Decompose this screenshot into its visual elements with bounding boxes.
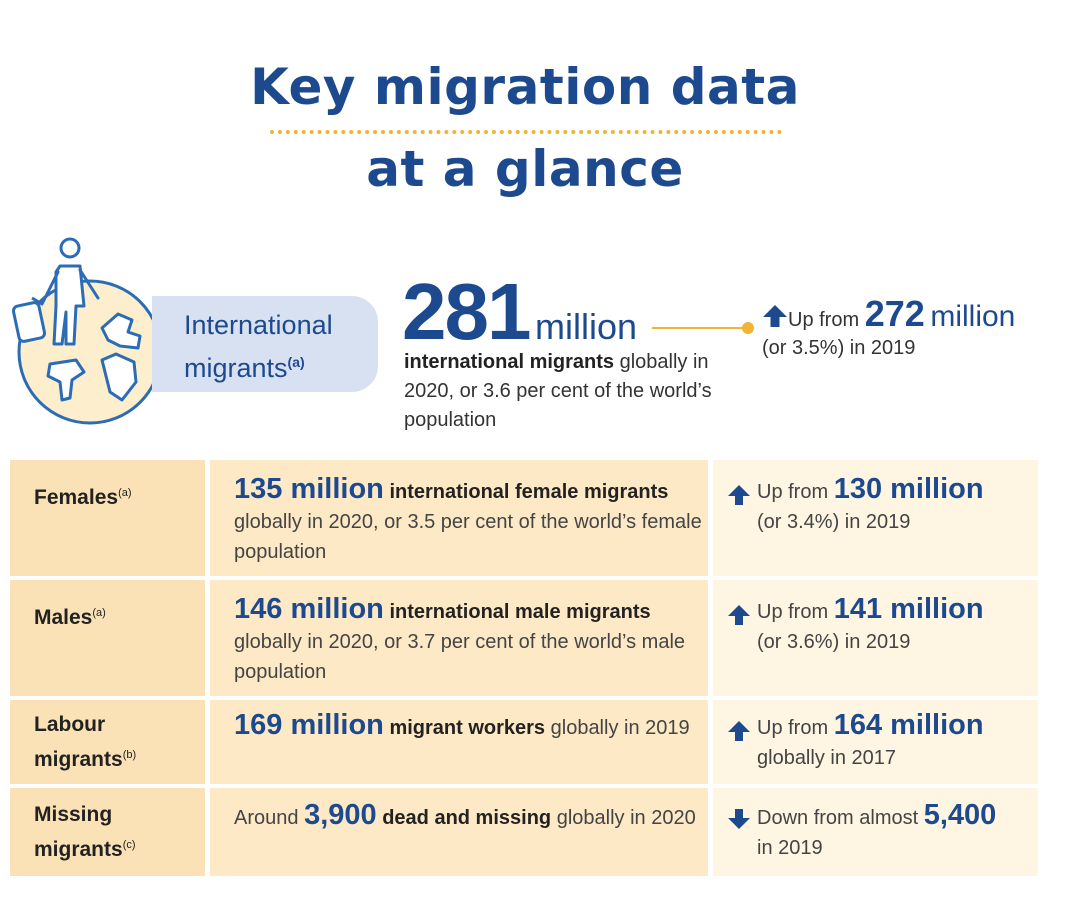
arrow-up-icon <box>727 604 751 626</box>
international-label: International migrants$^{(a)}$ <box>184 310 333 383</box>
row-description: 135 million international female migrants globally in 2020, or 3.5 per cent of the world’s female population <box>234 473 702 563</box>
title-divider <box>270 130 782 134</box>
row-label: Females$^{(a)}$ <box>34 486 132 509</box>
row-description: 146 million international male migrants globally in 2020, or 3.7 per cent of the world’s male population <box>234 593 686 683</box>
table-row-males <box>10 580 1038 696</box>
row-label: Missing migrants$^{(c)}$ <box>34 803 136 861</box>
row-description: 169 million migrant workers globally in 2019 <box>234 709 690 741</box>
international-description: international migrants globally in 2020, or 3.6 per cent of the world’s population <box>404 351 712 431</box>
row-label-cell <box>10 580 205 696</box>
row-change-cell <box>713 580 1038 696</box>
row-label: Males$^{(a)}$ <box>34 606 106 629</box>
row-description-cell <box>210 580 708 696</box>
arrow-up-icon <box>727 720 751 742</box>
row-label-cell <box>10 460 205 576</box>
row-label-cell <box>10 788 205 876</box>
row-description-cell <box>210 788 708 876</box>
table-row-females <box>10 460 1038 576</box>
row-description-cell <box>210 700 708 784</box>
row-change-cell <box>713 460 1038 576</box>
row-label-cell <box>10 700 205 784</box>
row-description: Around 3,900 dead and missing globally in 2020 <box>234 799 696 831</box>
row-change: Up from 164 million globally in 2017 <box>757 709 984 769</box>
row-change: Up from 141 million (or 3.6%) in 2019 <box>757 593 984 653</box>
arrow-down-icon <box>727 808 751 830</box>
table-row-missing-migrants <box>10 788 1038 876</box>
row-description-cell <box>210 460 708 576</box>
international-number: 281 <box>402 267 530 356</box>
row-change-cell <box>713 700 1038 784</box>
row-label: Labour migrants$^{(b)}$ <box>34 713 137 771</box>
international-unit: million <box>535 306 638 347</box>
page-title: Key migration data <box>250 58 800 116</box>
arrow-up-icon <box>727 484 751 506</box>
international-change: Up from 272 million (or 3.5%) in 2019 <box>762 293 1016 359</box>
connector-line <box>652 321 756 335</box>
table-row-labour-migrants <box>10 700 1038 784</box>
row-change: Down from almost 5,400 in 2019 <box>757 799 997 859</box>
page-subtitle: at a glance <box>366 140 684 198</box>
arrow-up-icon <box>762 304 788 328</box>
traveller-globe-icon <box>10 232 170 428</box>
row-change: Up from 130 million (or 3.4%) in 2019 <box>757 473 984 533</box>
row-change-cell <box>713 788 1038 876</box>
